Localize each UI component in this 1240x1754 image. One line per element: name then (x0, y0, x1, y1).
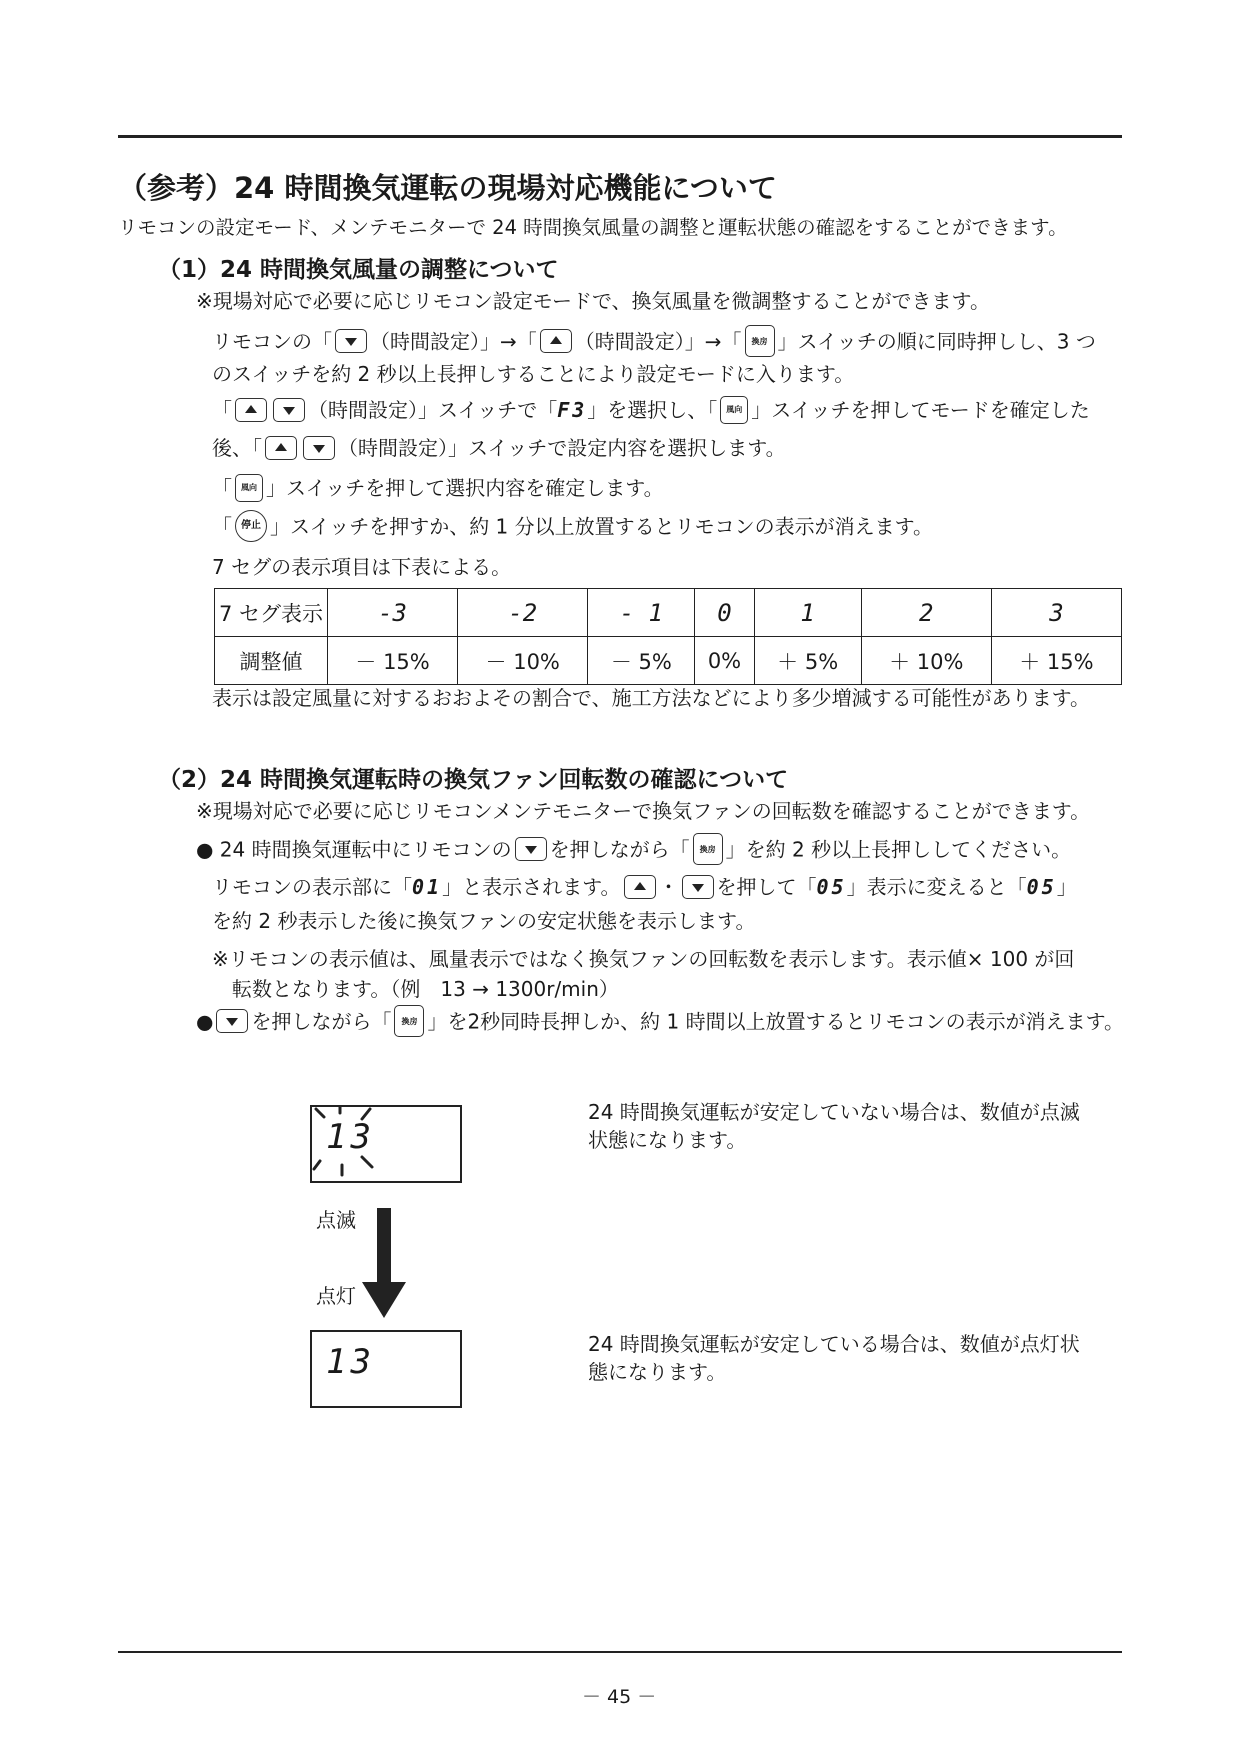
seg-01: 01 (412, 875, 443, 899)
top-rule (118, 135, 1122, 138)
seg-f3: F3 (557, 398, 588, 422)
fan-mode-key-icon: 換房 (394, 1005, 424, 1037)
up-arrow-key-icon (540, 329, 572, 353)
table-cell: -2 (458, 589, 588, 637)
desc-blinking-line-2: 状態になります。 (588, 1128, 747, 1152)
down-arrow-key-icon (515, 837, 547, 861)
table-cell: ＋ 10% (861, 637, 991, 685)
down-arrow-key-icon (273, 398, 305, 422)
bottom-rule (118, 1651, 1122, 1653)
page-title: （参考）24 時間換気運転の現場対応機能について (118, 171, 777, 205)
table-cell: - 1 (588, 589, 695, 637)
lcd-display-blinking (310, 1105, 462, 1183)
table-cell: 0% (695, 637, 754, 685)
table-cell: 0 (695, 589, 754, 637)
desc-blinking-line-1: 24 時間換気運転が安定していない場合は、数値が点滅 (588, 1100, 1080, 1124)
bullet-1-line-1: ● 24 時間換気運転中にリモコンの を押しながら「 換房 」を約 2 秒以上長押ししてください。 (196, 835, 1071, 867)
section-1-line-4: 後、「 （時間設定）」スイッチで設定内容を選択します。 (212, 436, 786, 460)
adjustment-table (214, 588, 1122, 685)
sub-note-line-2: 転数となります。（例 13 → 1300r/min） (232, 977, 619, 1001)
section-2-note: ※現場対応で必要に応じリモコンメンテモニターで換気ファンの回転数を確認することができます。 (196, 799, 1091, 823)
down-arrow-icon (362, 1208, 406, 1318)
up-arrow-key-icon (624, 875, 656, 899)
lit-label: 点灯 (316, 1284, 356, 1308)
up-arrow-key-icon (235, 398, 267, 422)
sub-note-line-1: ※リモコンの表示値は、風量表示ではなく換気ファンの回転数を表示します。表示値× 100 が回 (212, 947, 1075, 971)
blink-label: 点滅 (316, 1208, 356, 1232)
bullet-2: ● を押しながら「 換房 」を2秒同時長押しか、約 1 時間以上放置するとリモコンの表示が消えます。 (196, 1007, 1124, 1039)
table-header-cell: 7 セグ表示 (215, 589, 328, 637)
section-1-line-3: 「 （時間設定）」スイッチで「F3」を選択し、「 風向 」スイッチを押してモードを確定した (212, 396, 1090, 426)
up-arrow-key-icon (265, 436, 297, 460)
wind-direction-key-icon: 風向 (720, 396, 748, 424)
section-2-heading: （2）24 時間換気運転時の換気ファン回転数の確認について (158, 767, 789, 793)
table-footnote: 表示は設定風量に対するおおよその割合で、施工方法などにより多少増減する可能性があります。 (212, 686, 1090, 710)
fan-mode-key-icon: 換房 (745, 325, 775, 357)
table-cell: ＋ 5% (754, 637, 861, 685)
intro-text: リモコンの設定モード、メンテモニターで 24 時間換気風量の調整と運転状態の確認をすることができます。 (118, 216, 1068, 239)
stop-key-icon: 停止 (235, 510, 267, 542)
table-caption: 7 セグの表示項目は下表による。 (212, 555, 512, 579)
table-header-cell: 調整値 (215, 637, 328, 685)
table-cell: － 5% (588, 637, 695, 685)
fan-mode-key-icon: 換房 (693, 833, 723, 865)
lcd-value-blinking: 13 (326, 1117, 375, 1157)
desc-lit-line-1: 24 時間換気運転が安定している場合は、数値が点灯状 (588, 1332, 1080, 1356)
seg-05: 05 (816, 875, 847, 899)
desc-lit-line-2: 態になります。 (588, 1360, 727, 1384)
section-1-line-6: 「 停止 」スイッチを押すか、約 1 分以上放置するとリモコンの表示が消えます。 (212, 512, 933, 544)
lcd-display-lit (310, 1330, 462, 1408)
table-cell: － 10% (458, 637, 588, 685)
bullet-1-line-3: を約 2 秒表示した後に換気ファンの安定状態を表示します。 (212, 909, 756, 933)
section-1-line-2: のスイッチを約 2 秒以上長押しすることにより設定モードに入ります。 (212, 362, 855, 386)
table-cell: － 15% (328, 637, 458, 685)
section-1-note: ※現場対応で必要に応じリモコン設定モードで、換気風量を微調整することができます。 (196, 289, 990, 313)
section-1-heading: （1）24 時間換気風量の調整について (158, 257, 559, 283)
table-cell: 2 (861, 589, 991, 637)
section-1-line-5: 「 風向 」スイッチを押して選択内容を確定します。 (212, 474, 664, 504)
table-cell: 3 (991, 589, 1121, 637)
lcd-value-lit: 13 (326, 1342, 375, 1382)
wind-direction-key-icon: 風向 (235, 474, 263, 502)
table-cell: 1 (754, 589, 861, 637)
section-1-line-1: リモコンの「 （時間設定）」→「 （時間設定）」→「 換房 」スイッチの順に同時押しし、3 つ (212, 327, 1096, 359)
down-arrow-key-icon (216, 1009, 248, 1033)
down-arrow-key-icon (682, 875, 714, 899)
bullet-1-line-2: リモコンの表示部に「01」と表示されます。 ・ を押して「05」表示に変えると「05」 (212, 875, 1077, 899)
table-row (215, 589, 1122, 637)
table-cell: ＋ 15% (991, 637, 1121, 685)
down-arrow-key-icon (303, 436, 335, 460)
table-cell: -3 (328, 589, 458, 637)
page-number: － 45 － (582, 1686, 657, 1708)
table-row (215, 637, 1122, 685)
down-arrow-key-icon (335, 329, 367, 353)
seg-05: 05 (1026, 875, 1057, 899)
